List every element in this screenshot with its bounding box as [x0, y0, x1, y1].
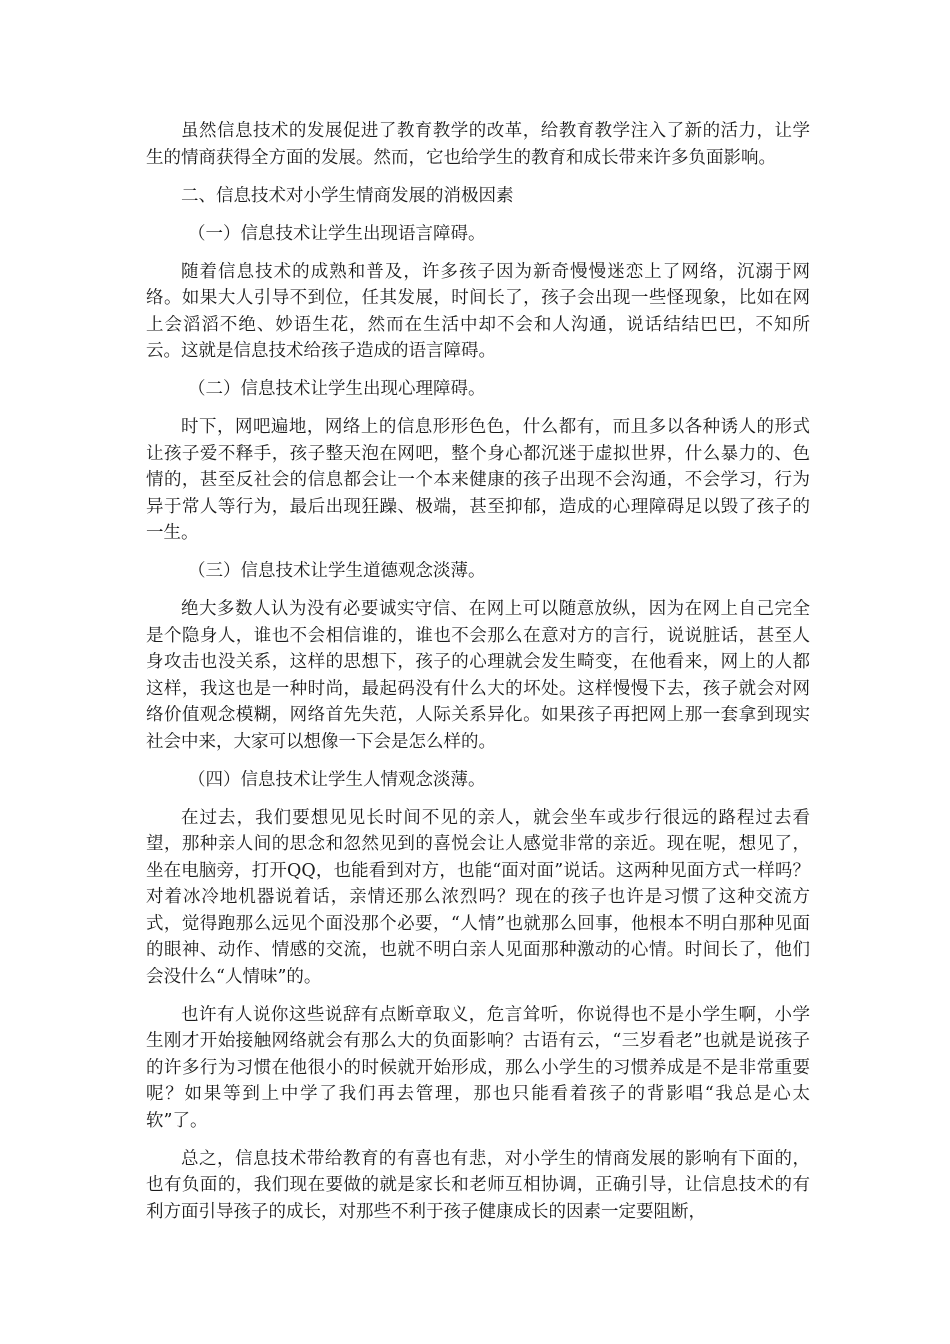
subsection-2-title: （二）信息技术让学生出现心理障碍。 — [188, 379, 486, 399]
intro-paragraph: 虽然信息技术的发展促进了教育教学的改革，给教育教学注入了新的活力，让学生的情商获得全方面的发展。然而，它也给学生的教育和成长带来许多负面影响。 — [146, 121, 810, 168]
subsection-1-title: （一）信息技术让学生出现语言障碍。 — [188, 223, 486, 244]
document-body — [146, 118, 810, 1237]
rebuttal-paragraph: 也许有人说你这些说辞有点断章取义，危言耸听，你说得也不是小学生啊，小学生刚才开始接触网络就会有那么大的负面影响？古语有云，“三岁看老”也就是说孩子的许多行为习惯在他很小的时候就开始形成，那么小学生的习惯养成是不是非常重要呢？如果等到上中学了我们再去管理，那也只能看着孩子的背影唱“我总是心太软”了。 — [146, 1004, 810, 1131]
section-heading: 二、信息技术对小学生情商发展的消极因素 — [181, 185, 514, 206]
subsection-3-title: （三）信息技术让学生道德观念淡薄。 — [188, 561, 486, 581]
subsection-1-body: 随着信息技术的成熟和普及，许多孩子因为新奇慢慢迷恋上了网络，沉溺于网络。如果大人引导不到位，任其发展，时间长了，孩子会出现一些怪现象，比如在网上会滔滔不绝、妙语生花，然而在生活中却不会和人沟通，说话结结巴巴，不知所云。这就是信息技术给孩子造成的语言障碍。 — [146, 261, 810, 361]
subsection-2-body: 时下，网吧遍地，网络上的信息形形色色，什么都有，而且多以各种诱人的形式让孩子爱不释手，孩子整天泡在网吧，整个身心都沉迷于虚拟世界，什么暴力的、色情的，甚至反社会的信息都会让一个本来健康的孩子出现不会沟通，不会学习，行为异于常人等行为，最后出现狂躁、极端，甚至抑郁，造成的心理障碍足以毁了孩子的一生。 — [146, 417, 810, 543]
subsection-4-title: （四）信息技术让学生人情观念淡薄。 — [188, 769, 486, 790]
subsection-4-body: 在过去，我们要想见见长时间不见的亲人，就会坐车或步行很远的路程过去看望，那种亲人间的思念和忽然见到的喜悦会让人感觉非常的亲近。现在呢，想见了，坐在电脑旁，打开QQ，也能看到对方，也能“面对面”说话。这两种见面方式一样吗？对着冰冷地机器说着话，亲情还那么浓烈吗？现在的孩子也许是习惯了这种交流方式，觉得跑那么远见个面没那个必要，“人情”也就那么回事，他根本不明白那种见面的眼神、动作、情感的交流，也就不明白亲人见面那种激动的心情。时间长了，他们会没什么“人情味”的。 — [146, 807, 810, 987]
conclusion-paragraph: 总之，信息技术带给教育的有喜也有悲，对小学生的情商发展的影响有下面的，也有负面的，我们现在要做的就是家长和老师互相协调，正确引导，让信息技术的有利方面引导孩子的成长，对那些不利于孩子健康成长的因素一定要阻断， — [146, 1148, 810, 1222]
subsection-3-body: 绝大多数人认为没有必要诚实守信、在网上可以随意放纵，因为在网上自己完全是个隐身人，谁也不会相信谁的，谁也不会那么在意对方的言行，说说脏话，甚至人身攻击也没关系，这样的思想下，孩子的心理就会发生畸变，在他看来，网上的人都这样，我这也是一种时尚，最起码没有什么大的坏处。这样慢慢下去，孩子就会对网络价值观念模糊，网络首先失范，人际关系异化。如果孩子再把网上那一套拿到现实社会中来，大家可以想像一下会是怎么样的。 — [146, 599, 810, 752]
